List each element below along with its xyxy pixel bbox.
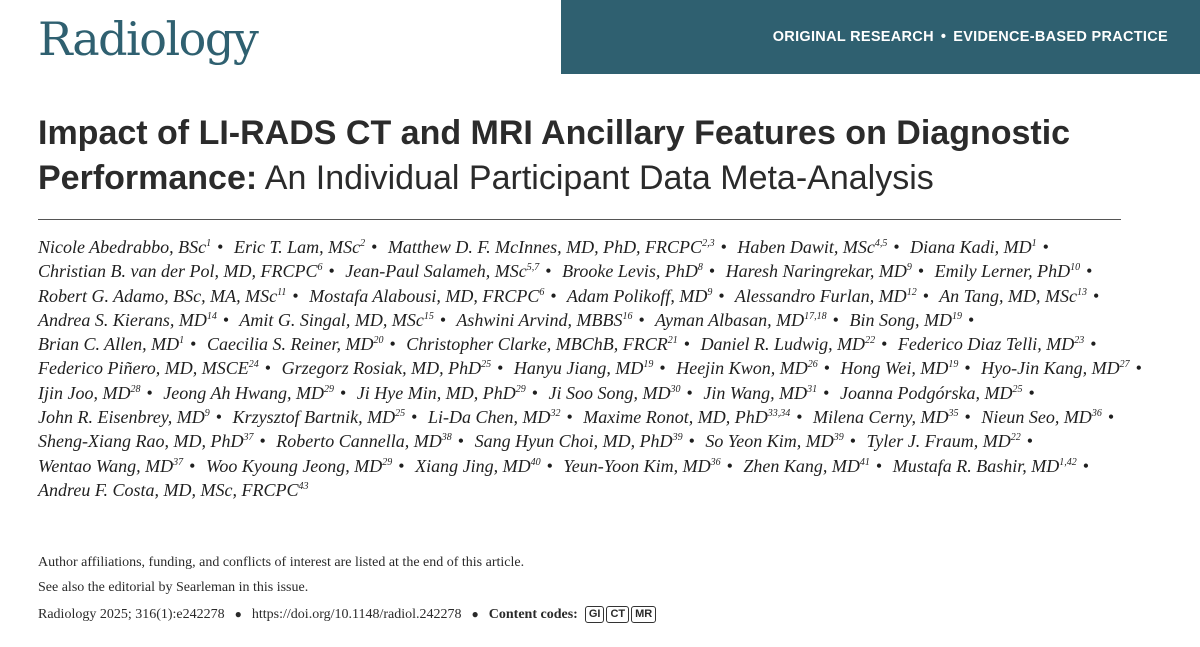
author-name-text: Grzegorz Rosiak, MD, PhD xyxy=(281,358,482,379)
citation-separator: ● xyxy=(234,607,242,621)
author-name-text: Emily Lerner, PhD xyxy=(934,261,1071,282)
affiliation-number: 28 xyxy=(130,383,141,395)
author-name xyxy=(38,383,140,403)
affiliation-number: 17,18 xyxy=(804,310,827,322)
article-title xyxy=(38,111,1148,201)
author-name xyxy=(233,407,406,427)
author-name xyxy=(813,407,958,427)
affiliation-number: 1 xyxy=(1031,238,1037,249)
author-name xyxy=(38,431,253,451)
author-separator: • xyxy=(922,285,929,306)
author-name xyxy=(935,261,1080,281)
affiliation-number: 6 xyxy=(317,262,323,274)
author-name-text: Caecilia S. Reiner, MD xyxy=(206,334,374,355)
author-separator: • xyxy=(893,237,900,257)
author-separator: • xyxy=(411,407,418,428)
author-name-text: Wentao Wang, MD xyxy=(38,455,174,476)
author-separator: • xyxy=(688,431,695,452)
affiliation-number: 9 xyxy=(204,408,210,420)
author-name-text: Brooke Levis, PhD xyxy=(562,261,698,282)
author-name-text: Mostafa Alabousi, MD, FRCPC xyxy=(309,285,540,306)
affiliation-number: 10 xyxy=(1070,262,1081,274)
author-name xyxy=(841,358,959,378)
author-separator: • xyxy=(875,455,883,476)
affiliation-number: 6 xyxy=(539,286,545,298)
author-name xyxy=(38,237,211,257)
affiliation-number: 22 xyxy=(1010,432,1021,444)
author-name xyxy=(981,358,1129,378)
author-name-text: Daniel R. Ludwig, MD xyxy=(700,334,866,355)
author-separator: • xyxy=(457,431,465,452)
author-name-text: An Tang, MD, MSc xyxy=(939,285,1078,306)
author-separator: • xyxy=(264,358,272,379)
affiliation-number: 38 xyxy=(441,432,452,444)
author-name-text: Brian C. Allen, MD xyxy=(38,334,180,355)
affiliation-number: 1 xyxy=(206,238,212,249)
author-separator: • xyxy=(550,285,557,306)
author-name xyxy=(563,456,720,476)
author-name-text: Jeong Ah Hwang, MD xyxy=(163,382,324,403)
content-code-badge: CT xyxy=(606,606,629,623)
author-name xyxy=(406,334,677,354)
affiliation-number: 2,3 xyxy=(702,238,715,249)
affiliation-number: 37 xyxy=(243,432,254,444)
author-name-text: Woo Kyoung Jeong, MD xyxy=(205,455,383,476)
author-name-text: Sang Hyun Choi, MD, PhD xyxy=(474,431,673,452)
author-name xyxy=(38,456,183,476)
author-name xyxy=(345,261,539,281)
affiliation-number: 31 xyxy=(807,383,818,395)
author-list xyxy=(38,235,1148,502)
affiliation-number: 33,34 xyxy=(767,408,791,420)
author-name xyxy=(239,310,433,330)
author-separator: • xyxy=(638,309,645,330)
author-separator: • xyxy=(190,334,197,355)
affiliation-number: 19 xyxy=(643,359,654,371)
author-separator: • xyxy=(686,382,693,403)
affiliation-number: 29 xyxy=(323,383,334,395)
author-name-text: Christopher Clarke, MBChB, FRCR xyxy=(406,334,668,355)
author-separator: • xyxy=(708,261,716,282)
author-name-text: Tyler J. Fraum, MD xyxy=(866,431,1011,452)
affiliation-number: 1,42 xyxy=(1059,456,1077,468)
author-name-text: Ayman Albasan, MD xyxy=(654,309,805,330)
affiliation-number: 36 xyxy=(710,456,721,468)
affiliation-number: 43 xyxy=(298,480,309,492)
title-subtitle: An Individual Participant Data Meta-Analysis xyxy=(257,159,934,197)
author-name xyxy=(840,383,1022,403)
author-name xyxy=(38,407,210,427)
author-name xyxy=(514,358,653,378)
author-name-text: Amit G. Singal, MD, MSc xyxy=(239,309,424,330)
author-name-text: Hyo-Jin Kang, MD xyxy=(981,358,1120,379)
author-name xyxy=(207,334,383,354)
journal-logo[interactable]: Radiology xyxy=(38,12,258,66)
affiliation-number: 9 xyxy=(906,262,912,274)
content-code-badge: MR xyxy=(631,606,656,623)
author-name-text: Roberto Cannella, MD xyxy=(276,431,442,452)
affiliation-number: 29 xyxy=(382,456,393,468)
affiliation-number: 41 xyxy=(859,456,870,468)
author-separator: • xyxy=(389,334,396,355)
author-name-text: Christian B. van der Pol, MD, FRCPC xyxy=(38,261,318,282)
author-separator: • xyxy=(964,358,971,379)
author-separator: • xyxy=(217,237,224,257)
author-name-text: Krzysztof Bartnik, MD xyxy=(232,407,396,428)
journal-reference: Radiology 2025; 316(1):e242278 xyxy=(38,606,225,622)
content-codes-label: Content codes: xyxy=(488,606,578,622)
author-name xyxy=(703,383,817,403)
author-name xyxy=(38,334,184,354)
affiliation-number: 13 xyxy=(1077,286,1088,298)
author-separator: • xyxy=(1028,382,1035,403)
author-separator: • xyxy=(259,431,266,452)
author-name-text: Xiang Jing, MD xyxy=(415,455,531,476)
author-separator: • xyxy=(398,455,405,476)
author-separator: • xyxy=(328,261,335,282)
author-name xyxy=(567,286,712,306)
author-name-text: Federico Piñero, MD, MSCE xyxy=(38,358,249,379)
author-name xyxy=(282,358,492,378)
author-name xyxy=(38,261,322,281)
author-separator: • xyxy=(222,309,230,330)
author-name xyxy=(456,310,632,330)
author-separator: • xyxy=(439,309,447,330)
author-separator: • xyxy=(1026,431,1033,452)
author-name-text: Heejin Kwon, MD xyxy=(676,358,808,379)
author-name xyxy=(276,431,451,451)
author-name-text: Andreu F. Costa, MD, MSc, FRCPC xyxy=(38,479,299,500)
affiliation-number: 32 xyxy=(550,408,561,420)
author-name xyxy=(726,261,912,281)
article-category: EVIDENCE-BASED PRACTICE xyxy=(953,29,1168,45)
author-separator: • xyxy=(545,261,552,282)
affiliation-number: 37 xyxy=(173,456,184,468)
author-name-text: Sheng-Xiang Rao, MD, PhD xyxy=(38,431,244,452)
affiliation-number: 40 xyxy=(530,456,541,468)
author-name-text: Hong Wei, MD xyxy=(840,358,949,379)
author-name xyxy=(737,237,887,257)
affiliation-number: 30 xyxy=(670,383,681,395)
author-name xyxy=(701,334,876,354)
content-code-badge: GI xyxy=(585,606,605,623)
author-name-text: Alessandro Furlan, MD xyxy=(734,285,907,306)
affiliation-number: 22 xyxy=(865,335,876,347)
affiliation-number: 16 xyxy=(622,310,633,322)
affiliation-number: 19 xyxy=(951,310,962,322)
author-name-text: Joanna Podgórska, MD xyxy=(839,382,1013,403)
author-name-text: Robert G. Adamo, BSc, MA, MSc xyxy=(38,285,278,306)
author-separator: • xyxy=(1086,261,1093,282)
author-separator: • xyxy=(683,334,691,355)
author-separator: • xyxy=(718,285,725,306)
affiliation-number: 25 xyxy=(481,359,492,371)
author-name-text: Haresh Naringrekar, MD xyxy=(725,261,907,282)
author-name xyxy=(893,456,1077,476)
author-name-text: Matthew D. F. McInnes, MD, PhD, FRCPC xyxy=(387,237,703,257)
author-separator: • xyxy=(1082,455,1090,476)
author-name xyxy=(655,310,827,330)
author-separator: • xyxy=(823,358,830,379)
affiliation-number: 21 xyxy=(667,335,678,347)
author-separator: • xyxy=(1135,358,1142,379)
author-name-text: Haben Dawit, MSc xyxy=(737,237,875,257)
author-separator: • xyxy=(832,309,839,330)
author-separator: • xyxy=(339,382,347,403)
author-name xyxy=(583,407,790,427)
author-name-text: Ji Hye Min, MD, PhD xyxy=(356,382,516,403)
citation-line xyxy=(38,606,656,623)
editorial-note: See also the editorial by Searleman in this issue. xyxy=(38,580,309,595)
author-separator: • xyxy=(497,358,504,379)
author-name xyxy=(38,286,286,306)
author-separator: • xyxy=(726,455,733,476)
affiliation-number: 36 xyxy=(1091,408,1102,420)
author-separator: • xyxy=(146,382,153,403)
author-separator: • xyxy=(189,455,196,476)
affiliation-number: 27 xyxy=(1119,359,1130,371)
author-separator: • xyxy=(371,237,378,257)
author-name xyxy=(676,358,817,378)
author-name xyxy=(910,237,1037,257)
affiliation-number: 29 xyxy=(515,383,526,395)
affiliation-number: 5,7 xyxy=(526,262,540,274)
author-name xyxy=(357,383,526,403)
author-separator: • xyxy=(1090,334,1097,355)
author-name-text: Diana Kadi, MD xyxy=(910,237,1032,257)
author-name-text: Maxime Ronot, MD, PhD xyxy=(583,407,768,428)
author-name xyxy=(705,431,843,451)
author-name-text: Bin Song, MD xyxy=(849,309,952,330)
author-separator: • xyxy=(1093,285,1100,306)
affiliation-number: 2 xyxy=(360,238,366,249)
author-separator: • xyxy=(823,382,830,403)
author-separator: • xyxy=(1107,407,1115,428)
author-name xyxy=(415,456,540,476)
affiliation-number: 15 xyxy=(423,310,434,322)
affiliation-number: 14 xyxy=(206,310,217,322)
affiliation-number: 26 xyxy=(807,359,818,371)
author-name xyxy=(38,358,259,378)
author-separator: • xyxy=(215,407,223,428)
banner-separator: • xyxy=(940,29,947,45)
affiliation-number: 25 xyxy=(395,408,406,420)
author-name-text: Hanyu Jiang, MD xyxy=(513,358,644,379)
author-name xyxy=(562,261,703,281)
title-divider xyxy=(38,219,1121,220)
article-type-banner xyxy=(561,0,1200,74)
author-name-text: John R. Eisenbrey, MD xyxy=(38,407,205,428)
affiliation-number: 1 xyxy=(179,335,185,347)
affiliation-number: 25 xyxy=(1012,383,1023,395)
author-separator: • xyxy=(964,407,971,428)
author-name xyxy=(206,456,392,476)
author-name-text: Mustafa R. Bashir, MD xyxy=(892,455,1060,476)
author-separator: • xyxy=(720,237,727,257)
author-name xyxy=(743,456,870,476)
author-name-text: Jin Wang, MD xyxy=(703,382,808,403)
affiliation-number: 20 xyxy=(373,335,384,347)
author-separator: • xyxy=(967,309,975,330)
affiliation-number: 9 xyxy=(707,286,713,298)
author-name xyxy=(388,237,715,257)
author-name-text: Eric T. Lam, MSc xyxy=(233,237,361,257)
author-name xyxy=(234,237,365,257)
author-separator: • xyxy=(1042,237,1049,257)
author-name xyxy=(735,286,917,306)
affiliation-number: 39 xyxy=(672,432,683,444)
affiliation-number: 8 xyxy=(697,262,703,274)
author-separator: • xyxy=(659,358,666,379)
author-name-text: Jean-Paul Salameh, MSc xyxy=(345,261,527,282)
author-name-text: Federico Diaz Telli, MD xyxy=(897,334,1075,355)
author-name xyxy=(163,383,334,403)
author-separator: • xyxy=(292,285,299,306)
affiliations-note: Author affiliations, funding, and conflicts of interest are listed at the end of this article. xyxy=(38,555,525,570)
affiliation-number: 12 xyxy=(906,286,917,298)
author-name-text: Ijin Joo, MD xyxy=(38,382,131,403)
author-separator: • xyxy=(881,334,888,355)
author-separator: • xyxy=(531,382,539,403)
author-name-text: Li-Da Chen, MD xyxy=(427,407,551,428)
affiliation-number: 23 xyxy=(1074,335,1085,347)
author-name xyxy=(981,407,1101,427)
author-name xyxy=(309,286,544,306)
author-name xyxy=(867,431,1021,451)
author-separator: • xyxy=(566,407,573,428)
author-name xyxy=(849,310,962,330)
author-name xyxy=(428,407,561,427)
doi-link[interactable]: https://doi.org/10.1148/radiol.242278 xyxy=(251,606,462,622)
author-name-text: So Yeon Kim, MD xyxy=(705,431,834,452)
author-separator: • xyxy=(849,431,857,452)
author-name xyxy=(898,334,1084,354)
author-separator: • xyxy=(546,455,553,476)
author-separator: • xyxy=(796,407,803,428)
author-name xyxy=(939,286,1087,306)
author-name-text: Zhen Kang, MD xyxy=(743,455,860,476)
affiliation-number: 24 xyxy=(248,359,259,371)
author-name xyxy=(38,310,217,330)
author-separator: • xyxy=(917,261,925,282)
citation-separator: ● xyxy=(471,607,479,621)
author-name-text: Nieun Seo, MD xyxy=(981,407,1092,428)
affiliation-number: 35 xyxy=(948,408,959,420)
author-name-text: Nicole Abedrabbo, BSc xyxy=(38,237,207,257)
affiliation-number: 19 xyxy=(948,359,959,371)
author-name xyxy=(475,431,683,451)
author-name-text: Yeun-Yoon Kim, MD xyxy=(563,455,711,476)
article-category: ORIGINAL RESEARCH xyxy=(772,29,934,45)
affiliation-number: 4,5 xyxy=(874,238,888,249)
author-name-text: Ashwini Arvind, MBBS xyxy=(456,309,623,330)
title-main: Impact of LI-RADS CT and MRI Ancillary Features on Diagnostic Performance: xyxy=(38,114,1071,197)
author-name-text: Milena Cerny, MD xyxy=(813,407,949,428)
author-name xyxy=(549,383,681,403)
author-name-text: Andrea S. Kierans, MD xyxy=(38,309,207,330)
author-name xyxy=(38,480,308,500)
affiliation-number: 11 xyxy=(277,286,287,298)
author-name-text: Adam Polikoff, MD xyxy=(566,285,708,306)
affiliation-number: 39 xyxy=(833,432,844,444)
author-name-text: Ji Soo Song, MD xyxy=(548,382,671,403)
